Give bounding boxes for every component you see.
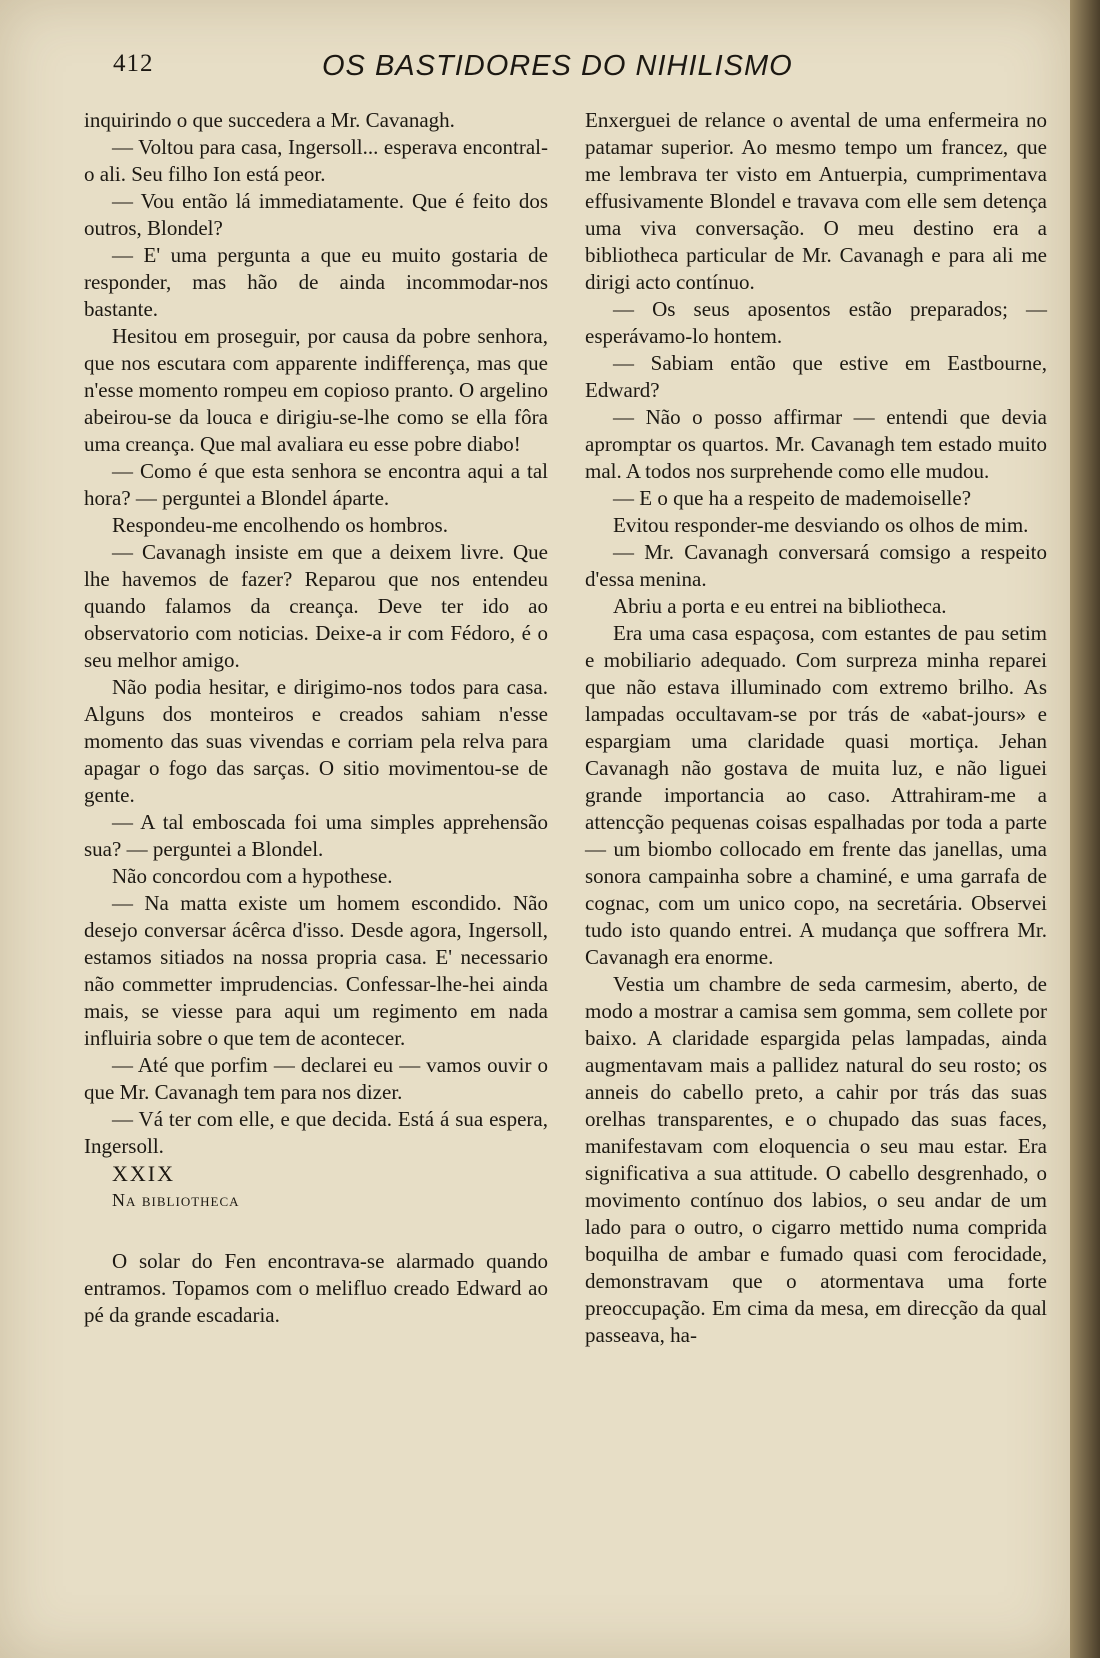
paragraph: — Vá ter com elle, e que decida. Está á sua espera, Ingersoll. (84, 1107, 548, 1158)
paragraph: Evitou responder-me desviando os olhos de mim. (613, 513, 1029, 537)
paragraph: Não concordou com a hypothese. (112, 864, 393, 888)
paragraph: — Até que porfim — declarei eu — vamos ouvir o que Mr. Cavanagh tem para nos dizer. (84, 1053, 548, 1104)
paragraph: Hesitou em proseguir, por causa da pobre senhora, que nos escutara com apparente indifferença, mas que n'esse momento rompeu em copioso pranto. O argelino abeirou-se da louca e dirigiu-se-lhe como se ella fôra uma creança. Que mal avaliara eu esse pobre diabo! (84, 324, 548, 456)
paragraph: — Os seus aposentos estão preparados; — esperávamo-lo hontem. (585, 297, 1047, 348)
paragraph: — Mr. Cavanagh conversará comsigo a respeito d'essa menina. (585, 540, 1047, 591)
page-number: 412 (113, 50, 154, 77)
page-header (0, 50, 1070, 90)
paragraph: Não podia hesitar, e dirigimo-nos todos para casa. Alguns dos monteiros e creados sahiam n'esse momento das suas vivendas e corriam pela relva para apagar o fogo das sarças. O sitio movimentou-se de gente. (84, 675, 548, 807)
paragraph: — E' uma pergunta a que eu muito gostaria de responder, mas hão de ainda incommodar-nos bastante. (84, 243, 548, 321)
left-column (84, 107, 548, 1329)
paragraph: — Cavanagh insiste em que a deixem livre. Que lhe havemos de fazer? Reparou que nos entendeu quando falamos da creança. Deve ter ido ao observatorio com noticias. Deixe-a ir com Fédoro, é o seu melhor amigo. (84, 540, 548, 672)
chapter-number: XXIX (112, 1161, 175, 1186)
paragraph: — A tal emboscada foi uma simples apprehensão sua? — perguntei a Blondel. (84, 810, 548, 861)
paragraph: — Na matta existe um homem escondido. Não desejo conversar ácêrca d'isso. Desde agora, Ingersoll, estamos sitiados na nossa propria casa. E' necessario não commetter imprudencias. Confessar-lhe-hei ainda mais, se viesse para aqui um regimento em nada influiria sobre o que tem de acontecer. (84, 891, 548, 1050)
chapter-title: Na bibliotheca (112, 1190, 240, 1210)
paragraph: Abriu a porta e eu entrei na bibliotheca. (613, 594, 947, 618)
paragraph: — E o que ha a respeito de mademoiselle? (613, 486, 972, 510)
paragraph: — Voltou para casa, Ingersoll... esperava encontral-o ali. Seu filho Ion está peor. (84, 135, 548, 186)
running-title: OS BASTIDORES DO NIHILISMO (322, 50, 793, 82)
book-spine-edge (1070, 0, 1100, 1658)
chapter-opening-paragraph: O solar do Fen encontrava-se alarmado quando entramos. Topamos com o melifluo creado Edward ao pé da grande escadaria. (84, 1249, 548, 1327)
paragraph: — Não o posso affirmar — entendi que devia apromptar os quartos. Mr. Cavanagh tem estado muito mal. A todos nos surprehende como elle mudou. (585, 405, 1047, 483)
paragraph: — Como é que esta senhora se encontra aqui a tal hora? — perguntei a Blondel áparte. (84, 459, 548, 510)
paragraph: — Sabiam então que estive em Eastbourne, Edward? (585, 351, 1047, 402)
paragraph: Enxerguei de relance o avental de uma enfermeira no patamar superior. Ao mesmo tempo um francez, que me lembrava ter visto em Antuerpia, cumprimentava effusivamente Blondel e travava com elle sem detença uma viva conversação. O meu destino era a bibliotheca particular de Mr. Cavanagh e para ali me dirigi acto contínuo. (585, 108, 1047, 294)
paragraph: — Vou então lá immediatamente. Que é feito dos outros, Blondel? (84, 189, 548, 240)
right-column (585, 107, 1047, 1349)
paragraph: Respondeu-me encolhendo os hombros. (112, 513, 448, 537)
paragraph: Era uma casa espaçosa, com estantes de pau setim e mobiliario adequado. Com surpreza minha reparei que não estava illuminado com extremo brilho. As lampadas occultavam-se por trás de «abat-jours» e espargiam uma claridade quasi mortiça. Jehan Cavanagh não gostava de muita luz, e não liguei grande importancia ao caso. Attrahiram-me a attencção pequenas coisas espalhadas por toda a parte — um biombo collocado em frente das janellas, uma sonora campainha sobre a chaminé, e uma garrafa de cognac, com um unico copo, na secretária. Observei tudo isto quando entrei. A mudança que soffrera Mr. Cavanagh era enorme. (585, 621, 1047, 969)
paragraph: inquirindo o que succedera a Mr. Cavanagh. (84, 108, 455, 132)
paragraph: Vestia um chambre de seda carmesim, aberto, de modo a mostrar a camisa sem gomma, sem collete por baixo. A claridade espargida pelas lampadas, ainda augmentavam mais a pallidez natural do seu rosto; os anneis do cabello preto, a cahir por trás das suas orelhas transparentes, e o chupado das suas faces, manifestavam com eloquencia o seu mau estar. Era significativa a sua attitude. O cabello desgrenhado, o movimento contínuo dos labios, o seu andar de um lado para o outro, o cigarro mettido numa comprida boquilha de ambar e fumado quasi com ferocidade, demonstravam que o atormentava uma forte preoccupação. Em cima da mesa, em direcção da qual passeava, ha- (585, 972, 1047, 1347)
